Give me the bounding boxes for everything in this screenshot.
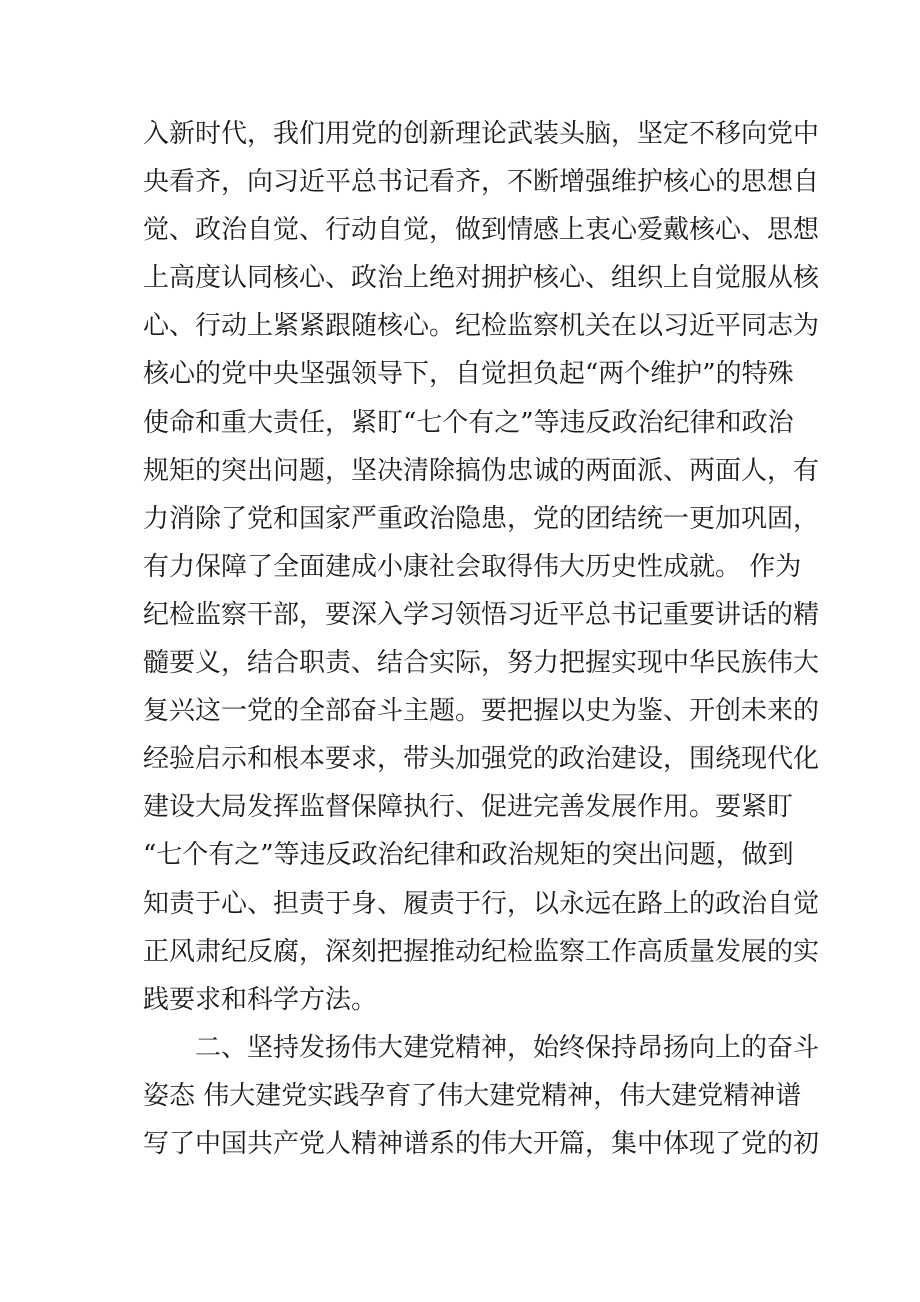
text-line: 心、行动上紧紧跟随核心。纪检监察机关在以习近平同志为 bbox=[143, 311, 820, 342]
text-line: 有力保障了全面建成小康社会取得伟大历史性成就。 作为 bbox=[143, 551, 802, 582]
section-heading-line: 二、坚持发扬伟大建党精神，始终保持昂扬向上的奋斗 bbox=[195, 1032, 820, 1063]
text-line: 觉、政治自觉、行动自觉，做到情感上衷心爱戴核心、思想 bbox=[143, 215, 820, 246]
text-line: 使命和重大责任，紧盯“七个有之”等违反政治纪律和政治 bbox=[143, 407, 794, 438]
text-line: 入新时代，我们用党的创新理论武装头脑，坚定不移向党中 bbox=[143, 119, 820, 149]
text-line: 知责于心、担责于身、履责于行，以永远在路上的政治自觉 bbox=[143, 888, 820, 919]
text-line: 正风肃纪反腐，深刻把握推动纪检监察工作高质量发展的实 bbox=[143, 936, 820, 967]
text-line: 核心的党中央坚强领导下，自觉担负起“两个维护”的特殊 bbox=[143, 359, 794, 390]
text-line: “七个有之”等违反政治纪律和政治规矩的突出问题，做到 bbox=[143, 840, 794, 871]
text-line: 规矩的突出问题，坚决清除搞伪忠诚的两面派、两面人，有 bbox=[143, 455, 820, 486]
paragraph-end-line: 践要求和科学方法。 bbox=[143, 984, 378, 1015]
text-line: 力消除了党和国家严重政治隐患，党的团结统一更加巩固， bbox=[143, 503, 820, 534]
text-line: 经验启示和根本要求，带头加强党的政治建设，围绕现代化 bbox=[143, 744, 820, 775]
body-text bbox=[143, 110, 820, 1168]
text-line: 复兴这一党的全部奋斗主题。要把握以史为鉴、开创未来的 bbox=[143, 696, 820, 727]
text-line: 建设大局发挥监督保障执行、促进完善发展作用。要紧盯 bbox=[143, 792, 794, 823]
text-line: 上高度认同核心、政治上绝对拥护核心、组织上自觉服从核 bbox=[143, 263, 820, 294]
text-line: 写了中国共产党人精神谱系的伟大开篇，集中体现了党的初 bbox=[143, 1128, 820, 1159]
text-line: 髓要义，结合职责、结合实际，努力把握实现中华民族伟大 bbox=[143, 648, 820, 679]
text-line: 央看齐，向习近平总书记看齐，不断增强维护核心的思想自 bbox=[143, 167, 820, 198]
text-line: 纪检监察干部，要深入学习领悟习近平总书记重要讲话的精 bbox=[143, 599, 820, 630]
text-line: 姿态 伟大建党实践孕育了伟大建党精神，伟大建党精神谱 bbox=[143, 1080, 802, 1111]
